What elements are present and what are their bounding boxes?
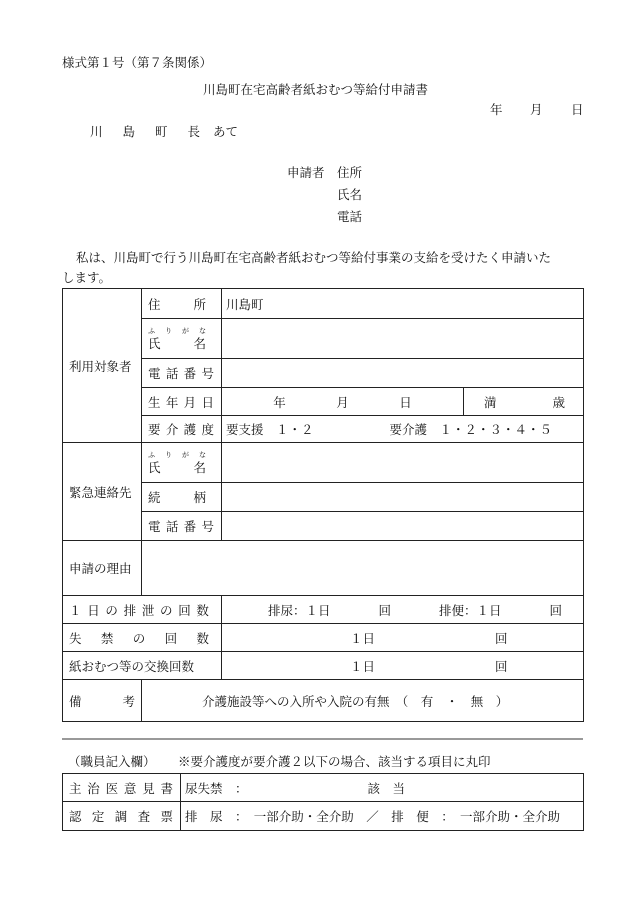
addressee-char: 長	[187, 124, 200, 139]
label-char: 所	[193, 296, 206, 312]
emergency-name-row	[63, 443, 584, 483]
stool-count-unit: 回	[549, 602, 562, 618]
application-table	[62, 288, 584, 722]
staff-row-survey-field[interactable]: 排 尿 ： 一部介助・全介助 ／ 排 便 ： 一部介助・全介助	[181, 802, 584, 831]
excretion-field[interactable]	[222, 596, 584, 624]
age-suffix: 歳	[552, 394, 566, 410]
urine-count-label: 排尿：１日	[267, 602, 331, 618]
reason-label: 申請の理由	[63, 541, 142, 596]
form-number: 様式第１号（第７条関係）	[62, 55, 213, 70]
date-month-label: 月	[530, 102, 543, 117]
diaper-change-unit: 回	[494, 658, 508, 674]
incontinence-field[interactable]	[222, 624, 584, 652]
staff-section-note: ※要介護度が要介護２以下の場合、該当する項目に丸印	[178, 754, 491, 769]
care-support-options[interactable]: 要支援 １・２	[226, 422, 314, 437]
diaper-change-label: 紙おむつ等の交換回数	[63, 652, 222, 680]
applicant-address-label: 住所	[337, 165, 363, 180]
date-year-label: 年	[490, 102, 503, 117]
label-char: 名	[193, 335, 206, 351]
target-age-field[interactable]	[464, 388, 584, 416]
target-address-label	[142, 289, 222, 319]
staff-row-doctor-field[interactable]	[181, 774, 584, 802]
care-level-options[interactable]: 要介護 １・２・３・４・５	[389, 422, 552, 437]
birth-year-label: 年	[273, 394, 286, 410]
birth-day-label: 日	[399, 394, 412, 410]
diaper-change-row	[63, 652, 584, 680]
staff-row-survey	[63, 802, 584, 831]
staff-row-doctor-label: 主 治 医 意 見 書	[63, 774, 181, 802]
target-care-row	[63, 416, 584, 443]
target-name-furigana: ふ り が な	[148, 326, 206, 335]
target-care-label: 要 介 護 度	[142, 416, 222, 443]
applicable-option[interactable]: 該 当	[367, 780, 405, 796]
label-char: 氏	[148, 335, 161, 351]
diaper-change-field[interactable]	[222, 652, 584, 680]
incontinence-row	[63, 624, 584, 652]
emergency-relation-field[interactable]	[222, 483, 584, 512]
staff-section-title: （職員記入欄）	[68, 754, 156, 769]
emergency-group-label: 緊急連絡先	[63, 443, 142, 541]
diaper-change-per-day: １日	[349, 658, 375, 674]
emergency-phone-label: 電 話 番 号	[142, 512, 222, 541]
staff-row-survey-label: 認 定 調 査 票	[63, 802, 181, 831]
target-birthdate-label: 生 年 月 日	[142, 388, 222, 416]
emergency-name-label: ふ り が な 氏 名	[142, 443, 222, 483]
section-divider	[62, 738, 583, 740]
excretion-row	[63, 596, 584, 624]
emergency-relation-label: 続 柄	[142, 483, 222, 512]
target-name-label	[142, 319, 222, 359]
applicant-phone-label: 電話	[337, 209, 363, 224]
reason-field[interactable]	[142, 541, 584, 596]
age-prefix: 満	[484, 394, 497, 410]
addressee	[90, 122, 200, 140]
target-name-field[interactable]	[222, 319, 584, 359]
addressee-suffix: あて	[213, 124, 239, 139]
emergency-name-furigana: ふ り が な	[148, 450, 206, 459]
addressee-char: 町	[154, 124, 168, 139]
urine-count-unit: 回	[378, 602, 391, 618]
label-char: 住	[148, 296, 161, 312]
target-name-row	[63, 319, 584, 359]
target-phone-field[interactable]	[222, 359, 584, 388]
birth-month-label: 月	[336, 394, 349, 410]
remarks-row	[63, 680, 584, 722]
target-birthdate-row	[63, 388, 584, 416]
emergency-name-field[interactable]	[222, 443, 584, 483]
staff-table	[62, 773, 584, 831]
target-address-value[interactable]: 川島町	[222, 289, 584, 319]
target-address-row	[63, 289, 584, 319]
staff-row-doctor	[63, 774, 584, 802]
statement-line-2: します。	[62, 270, 112, 285]
target-birthdate-field[interactable]	[222, 388, 464, 416]
remarks-field[interactable]	[142, 680, 584, 722]
statement-line-1: 私は、川島町で行う川島町在宅高齢者紙おむつ等給付事業の支給を受けたく申請いた	[76, 250, 552, 265]
incontinence-label: 失 禁 の 回 数	[63, 624, 222, 652]
incontinence-per-day: １日	[349, 630, 375, 646]
target-group-label: 利用対象者	[63, 289, 142, 443]
remarks-label: 備 考	[63, 680, 142, 722]
urinary-incontinence-item: 尿失禁 ：	[185, 780, 248, 796]
target-phone-label: 電 話 番 号	[142, 359, 222, 388]
reason-row	[63, 541, 584, 596]
date-day-label: 日	[571, 102, 584, 117]
form-title: 川島町在宅高齢者紙おむつ等給付申請書	[203, 82, 429, 97]
addressee-char: 川	[90, 124, 103, 139]
addressee-char: 島	[122, 124, 135, 139]
emergency-relation-row	[63, 483, 584, 512]
emergency-phone-row	[63, 512, 584, 541]
applicant-name-label: 氏名	[337, 187, 363, 202]
stool-count-label: 排便：１日	[438, 602, 502, 618]
emergency-phone-field[interactable]	[222, 512, 584, 541]
applicant-label: 申請者	[287, 165, 325, 180]
excretion-label: １ 日 の 排 泄 の 回 数	[63, 596, 222, 624]
incontinence-unit: 回	[494, 630, 508, 646]
target-care-options[interactable]	[222, 416, 584, 443]
target-phone-row	[63, 359, 584, 388]
remarks-value[interactable]: 介護施設等への入所や入院の有無 （ 有 ・ 無 ）	[201, 693, 509, 709]
